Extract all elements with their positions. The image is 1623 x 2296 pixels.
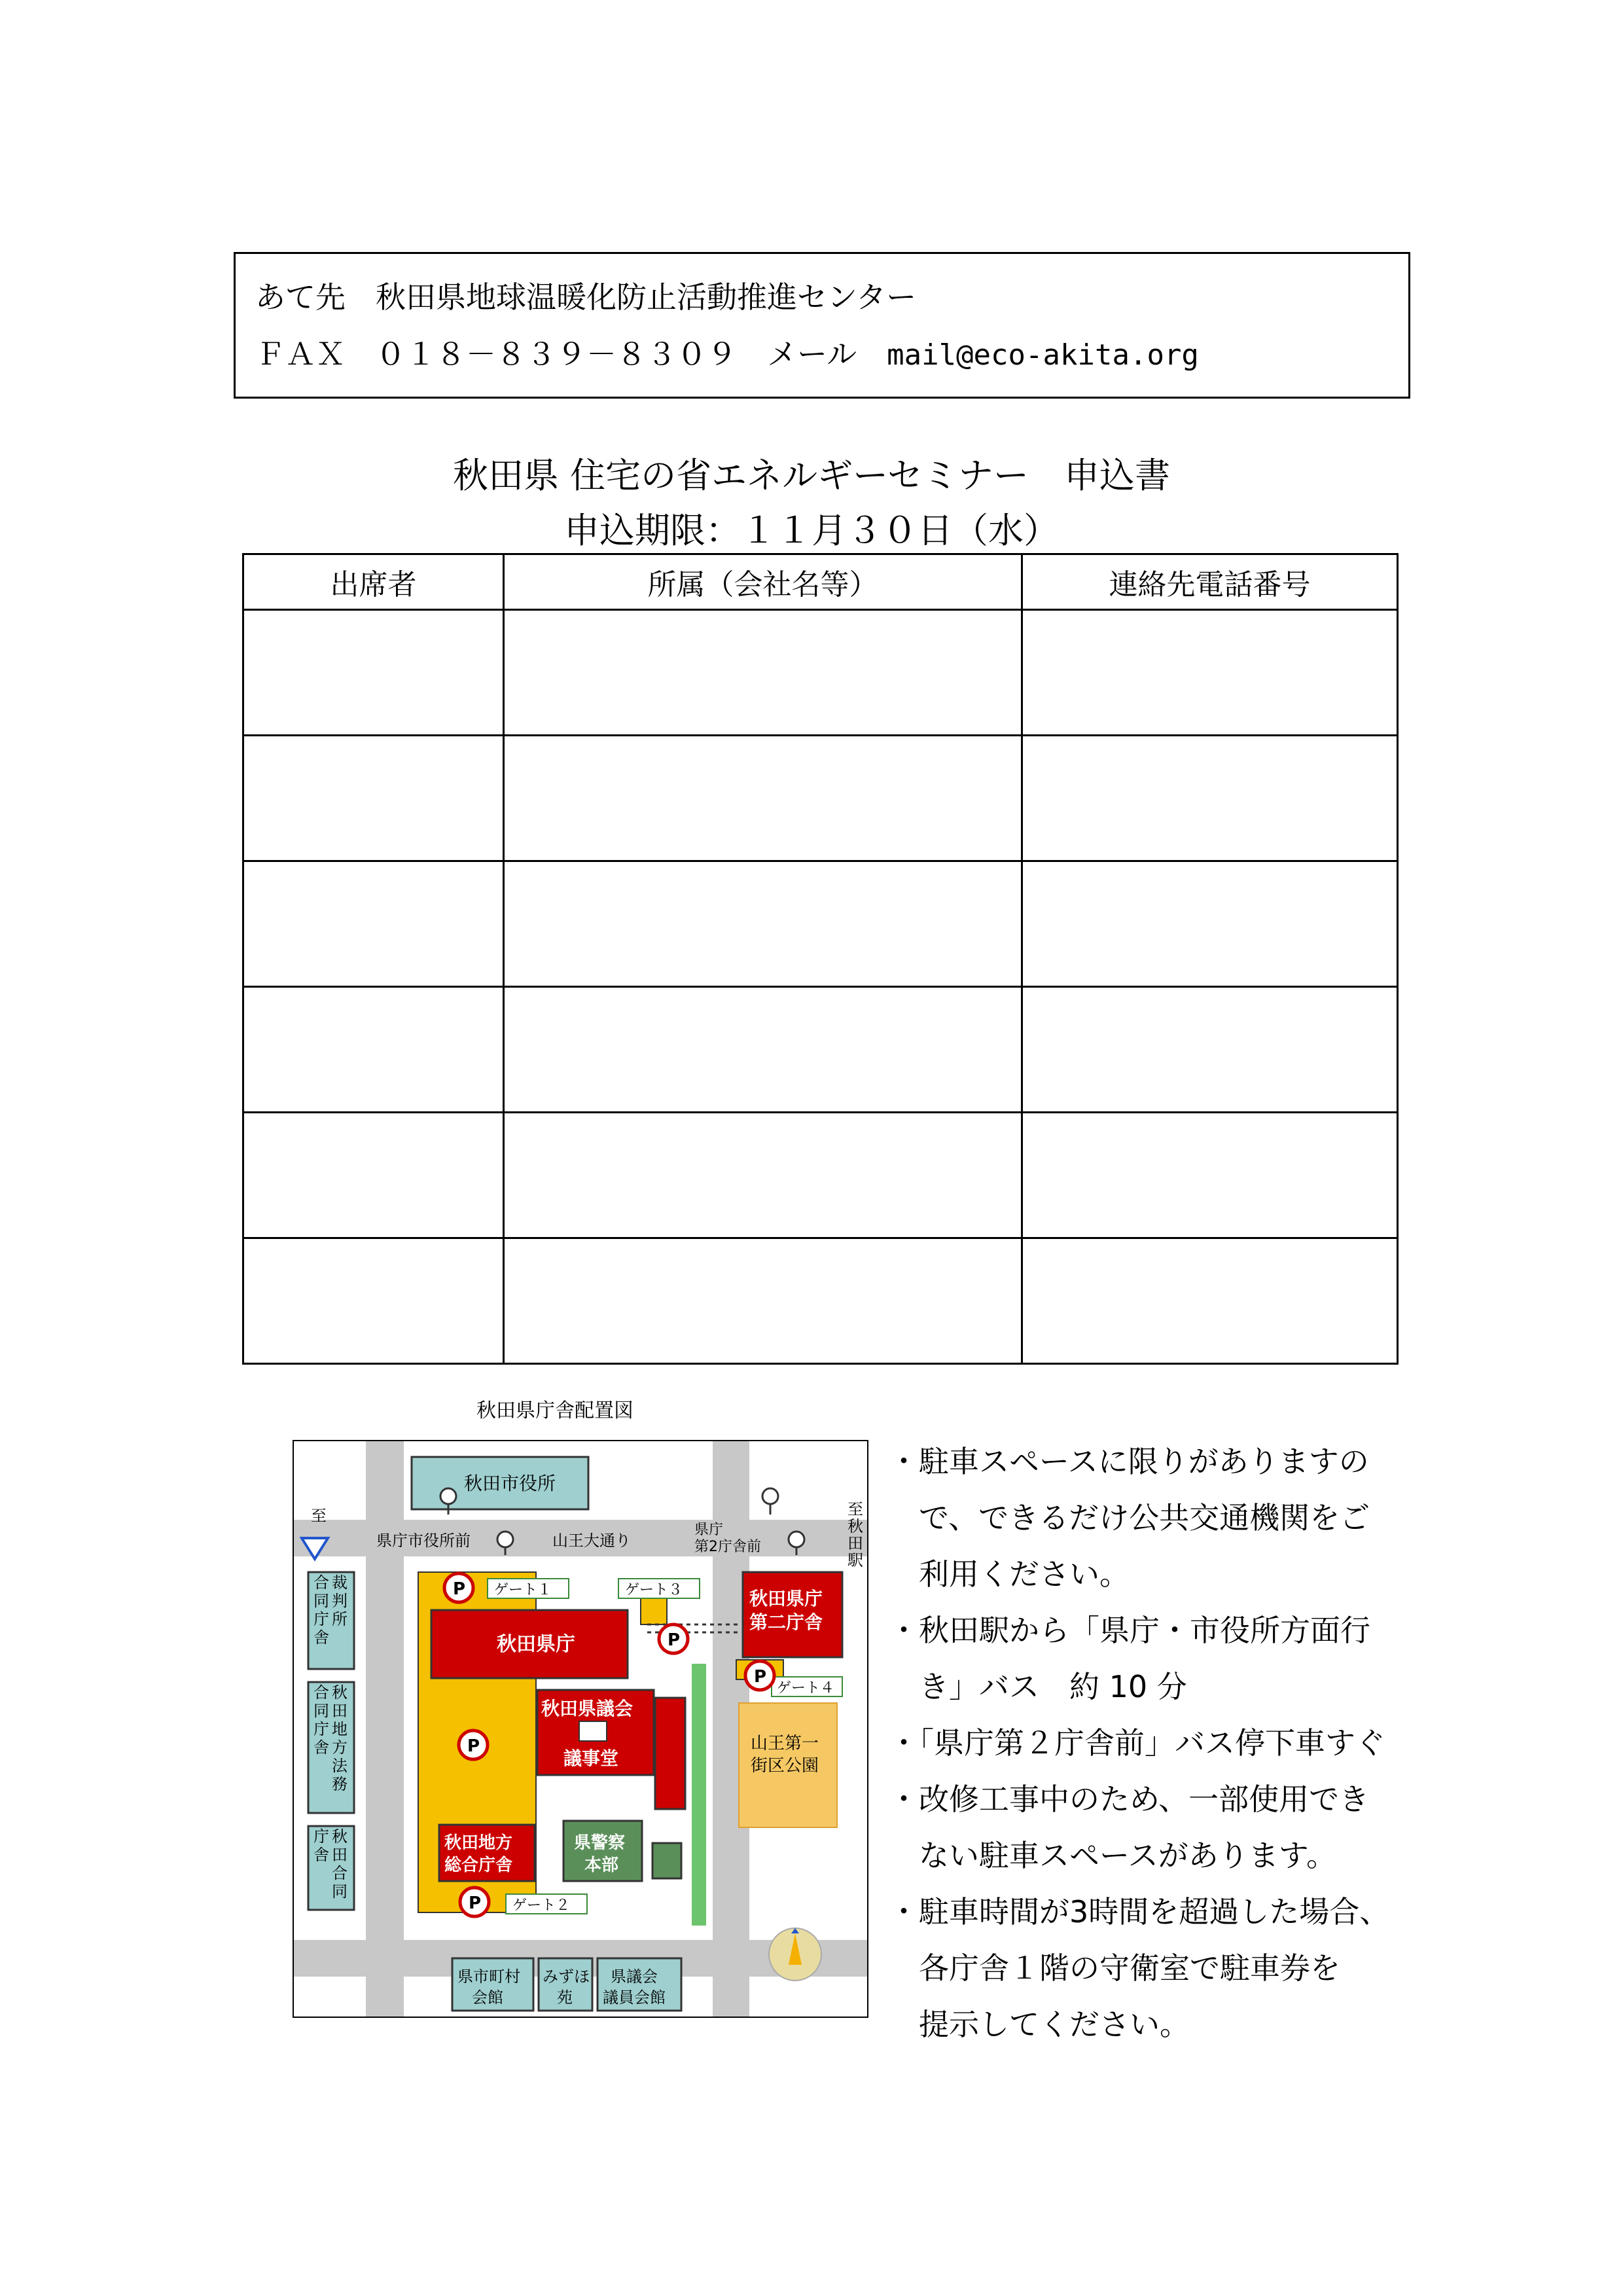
svg-text:庁: 庁	[313, 1827, 329, 1846]
svg-text:合: 合	[332, 1864, 348, 1882]
phone-cell[interactable]	[1022, 1238, 1398, 1364]
svg-text:舎: 舎	[313, 1738, 329, 1757]
svg-text:舎: 舎	[313, 1846, 329, 1864]
svg-text:所: 所	[332, 1610, 348, 1628]
regional-office-label: 秋田地方	[444, 1833, 513, 1853]
municipal-hall-label: 県市町村	[457, 1967, 520, 1986]
attendee-cell[interactable]	[243, 987, 504, 1113]
site-map	[293, 1440, 868, 2018]
note-line: で、できるだけ公共交通機関をご	[889, 1500, 1370, 1535]
table-header-row	[243, 554, 1398, 610]
attendee-cell[interactable]	[243, 736, 504, 861]
svg-text:P: P	[467, 1736, 480, 1756]
note-line: ・「県庁第２庁舎前」バス停下車すぐ	[889, 1725, 1385, 1761]
table-row	[243, 987, 1398, 1113]
direction-label: 至	[311, 1507, 327, 1525]
column-header-attendee: 出席者	[243, 554, 504, 610]
gate-3-label: ゲート３	[625, 1582, 683, 1598]
note-line: ・改修工事中のため、一部使用でき	[889, 1782, 1370, 1817]
svg-text:P: P	[668, 1630, 681, 1650]
svg-text:舎: 舎	[313, 1628, 329, 1647]
svg-text:務: 務	[332, 1775, 348, 1793]
svg-text:同: 同	[313, 1592, 329, 1610]
affiliation-cell[interactable]	[504, 736, 1022, 861]
svg-text:駅: 駅	[847, 1551, 863, 1570]
gate-4-label: ゲート４	[777, 1680, 835, 1696]
address-recipient: あて先 秋田県地球温暖化防止活動推進センター	[255, 279, 917, 315]
svg-text:秋: 秋	[332, 1683, 348, 1702]
svg-text:田: 田	[332, 1846, 348, 1864]
assembly-hall-label: 議事堂	[563, 1748, 619, 1769]
note-line: 利用ください。	[889, 1556, 1130, 1592]
attendee-cell[interactable]	[243, 1238, 504, 1364]
note-line: ・駐車時間が3時間を超過した場合、	[889, 1894, 1390, 1929]
svg-text:P: P	[469, 1893, 482, 1913]
assembly-label: 秋田県議会	[541, 1698, 633, 1719]
annex-label: 秋田県庁	[749, 1588, 823, 1609]
gate-2-label: ゲート２	[512, 1897, 571, 1914]
assembly-wing	[655, 1698, 685, 1809]
city-hall-label: 秋田市役所	[464, 1473, 556, 1494]
attendee-cell[interactable]	[243, 1113, 504, 1238]
svg-text:田: 田	[847, 1534, 863, 1552]
park-label: 街区公園	[751, 1756, 819, 1776]
svg-text:P: P	[754, 1667, 767, 1687]
park-label: 山王第一	[751, 1734, 819, 1753]
svg-text:至: 至	[847, 1500, 863, 1518]
note-line: ない駐車スペースがあります。	[889, 1838, 1337, 1873]
phone-cell[interactable]	[1022, 610, 1398, 736]
street-label: 山王大通り	[552, 1532, 631, 1550]
svg-text:判: 判	[332, 1592, 348, 1610]
svg-text:秋: 秋	[332, 1827, 348, 1846]
affiliation-cell[interactable]	[504, 861, 1022, 987]
map-caption: 秋田県庁舎配置図	[476, 1399, 633, 1422]
table-row	[243, 861, 1398, 987]
page-title: 秋田県 住宅の省エネルギーセミナー 申込書	[452, 455, 1171, 496]
note-line: 各庁舎１階の守衛室で駐車券を	[889, 1950, 1340, 1986]
police-annex	[652, 1843, 681, 1878]
email-address[interactable]: mail@eco-akita.org	[887, 338, 1199, 372]
assembly-members-label: 議員会館	[603, 1988, 666, 2007]
parking-area	[641, 1598, 667, 1624]
deadline: 申込期限：１１月３０日（水）	[564, 510, 1059, 551]
note-line: 提示してください。	[889, 2007, 1190, 2042]
phone-cell[interactable]	[1022, 736, 1398, 861]
police-label: 県警察	[574, 1833, 626, 1853]
assembly-members-label: 県議会	[611, 1967, 658, 1986]
address-contact	[255, 331, 1199, 374]
svg-text:同: 同	[313, 1702, 329, 1720]
fax-number: ＦＡＸ ０１８－８３９－８３０９ メール	[255, 336, 887, 372]
svg-text:秋: 秋	[847, 1517, 863, 1535]
svg-text:合: 合	[313, 1573, 329, 1592]
note-line: ・秋田駅から「県庁・市役所方面行	[889, 1613, 1370, 1648]
phone-cell[interactable]	[1022, 987, 1398, 1113]
regional-office-label: 総合庁舎	[444, 1856, 513, 1875]
svg-text:田: 田	[332, 1702, 348, 1720]
prefectural-office-label: 秋田県庁	[497, 1633, 575, 1656]
bus-stop-label: 県庁市役所前	[376, 1532, 471, 1550]
assembly-courtyard	[579, 1721, 607, 1741]
parking-notes	[889, 1433, 1609, 2053]
compass-icon	[769, 1928, 821, 1981]
note-line: き」バス 約 10 分	[889, 1669, 1187, 1704]
bus-stop-label: 県庁	[694, 1522, 724, 1538]
affiliation-cell[interactable]	[504, 987, 1022, 1113]
annex-label: 第二庁舎	[749, 1611, 823, 1633]
municipal-hall-label: 会館	[472, 1988, 503, 2007]
mizuho-label: 苑	[557, 1988, 573, 2007]
note-line: ・駐車スペースに限りがありますの	[889, 1444, 1369, 1479]
table-row	[243, 736, 1398, 861]
svg-text:地: 地	[332, 1720, 348, 1738]
mizuho-label: みずほ	[543, 1967, 590, 1986]
column-header-phone: 連絡先電話番号	[1022, 554, 1398, 610]
table-row	[243, 1113, 1398, 1238]
bus-stop-label: 第2庁舎前	[694, 1539, 761, 1555]
column-header-affiliation: 所属（会社名等）	[504, 554, 1022, 610]
affiliation-cell[interactable]	[504, 1113, 1022, 1238]
svg-text:同: 同	[332, 1882, 348, 1901]
phone-cell[interactable]	[1022, 861, 1398, 987]
police-label: 本部	[584, 1856, 619, 1875]
table-row	[243, 610, 1398, 736]
svg-text:P: P	[453, 1579, 466, 1599]
walkway	[692, 1664, 706, 1926]
svg-text:庁: 庁	[313, 1610, 329, 1628]
affiliation-cell[interactable]	[504, 610, 1022, 736]
phone-cell[interactable]	[1022, 1113, 1398, 1238]
attendee-cell[interactable]	[243, 861, 504, 987]
table-row	[243, 1238, 1398, 1364]
attendee-cell[interactable]	[243, 610, 504, 736]
affiliation-cell[interactable]	[504, 1238, 1022, 1364]
svg-text:合: 合	[313, 1683, 329, 1702]
svg-text:庁: 庁	[313, 1720, 329, 1738]
attendee-table	[242, 553, 1399, 1365]
gate-1-label: ゲート１	[494, 1582, 552, 1598]
svg-text:法: 法	[332, 1757, 348, 1775]
svg-text:方: 方	[332, 1738, 348, 1757]
svg-text:裁: 裁	[332, 1573, 348, 1592]
direction-to-station	[847, 1500, 863, 1570]
